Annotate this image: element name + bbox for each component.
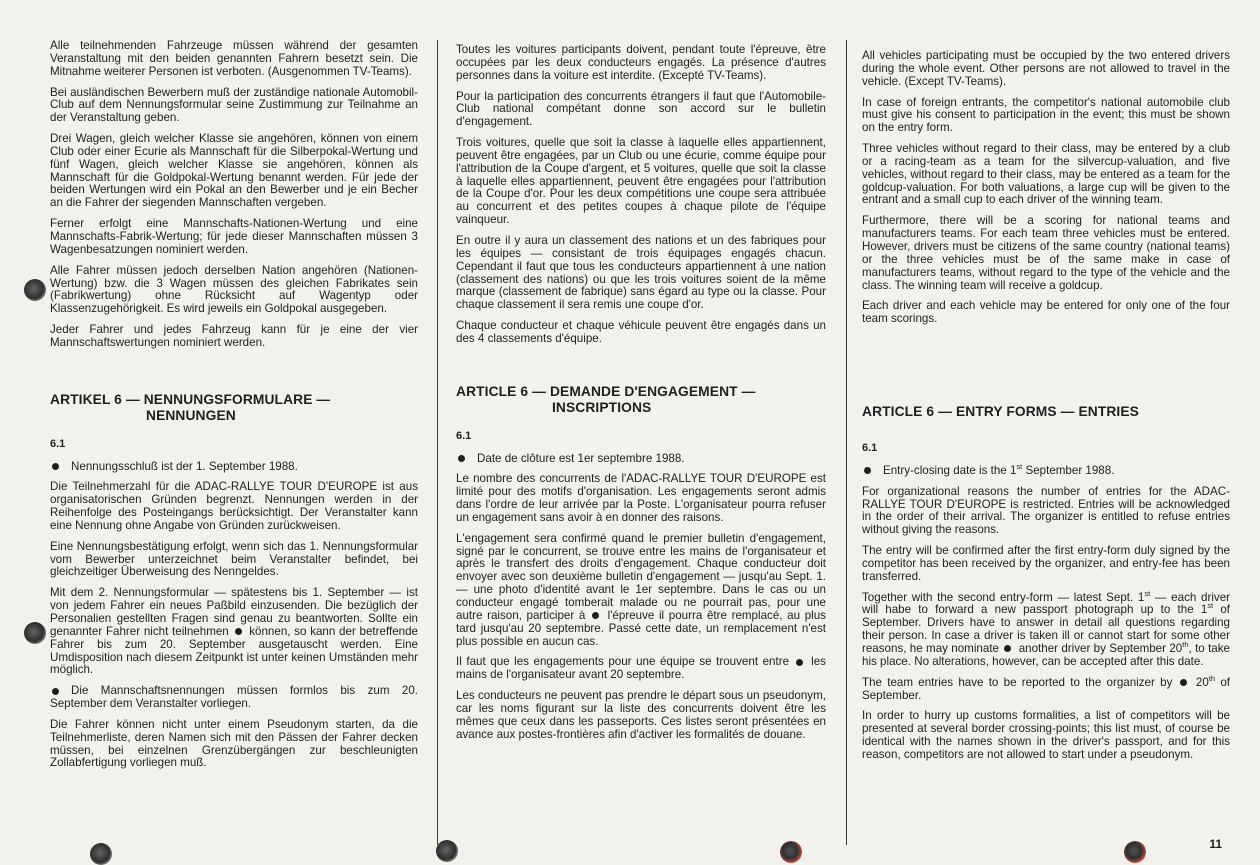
binder-hole-icon [24, 279, 46, 301]
german-paragraph: Bei ausländischen Bewerbern muß der zuständige nationale Automobil-Club auf dem Nennungsformular seine Zustimmung zur Teilnahme an der Veranstaltung geben. [50, 85, 418, 125]
english-paragraph: Each driver and each vehicle may be entered for only one of the four team scorings. [862, 299, 1230, 326]
bullet-text: Date de clôture est 1er septembre 1988. [477, 451, 685, 465]
ordinal-suffix: st [1207, 601, 1214, 611]
paragraph-text: 20 [1195, 675, 1209, 689]
paragraph-text: of September. Drivers have to answer in detail all questions regarding their person. In case a driver is taken ill or cannot start for some other reasons, he may nominate [862, 603, 1230, 655]
paragraph-text: Mit dem 2. Nennungsformular — spätestens bis 1. September — ist von jedem Fahrer ein neues Paßbild einzusenden. Die bezüglich der Personalien gestellten Fragen sind genau zu beantworten. Sollte ein genannter Fahrer nicht teilnehmen [50, 586, 418, 638]
ordinal-suffix: st [1016, 462, 1023, 472]
section-number: 6.1 [456, 429, 472, 442]
french-paragraph: Toutes les voitures participants doivent, pendant toute l'épreuve, être occupées par les deux conducteurs engagés. La présence d'autres personnes dans la voiture est interdite. (Excepté TV-Teams). [456, 43, 826, 82]
paragraph-text: — each driver will habe to forward a new passport photograph up to the 1 [862, 590, 1230, 617]
french-article-heading [456, 384, 826, 416]
bullet-dot-icon [458, 455, 465, 462]
french-paragraph: Le nombre des concurrents de l'ADAC-RALLYE TOUR D'EUROPE est limité pour des motifs d'organisation. Les engagements seront admis dans l'ordre de leur arrivée par la Poste. L'organisateur pourra refuser un engagement sans avoir à en donner des raisons. [456, 472, 826, 524]
binder-hole-icon [24, 622, 46, 644]
ordinal-suffix: th [1208, 673, 1216, 683]
french-bullet [456, 453, 826, 466]
english-paragraph: All vehicles participating must be occupied by the two entered drivers during the whole event. Other persons are not allowed to travel in the vehicle. (Except TV-Teams). [862, 49, 1230, 88]
french-paragraph: Chaque conducteur et chaque véhicule peuvent être engagés dans un des 4 classements d'équipe. [456, 319, 826, 345]
paragraph-text: L'engagement sera confirmé quand le premier bulletin d'engagement, signé par le concurrent, se trouve entre les mains de l'organisateur et après le transfert des droits d'engagement. Chaque conducteur doit envoyer avec son deuxième bulletin d'engagement — jusqu'au Sept. 1. — une photo d'identité avant le 1er septembre. Dans le cas ou un conducteur engagé tomberait malade ou ne pourrait pas, pour une autre raison, participer à [456, 531, 826, 622]
bullet-dot-icon [592, 612, 599, 619]
heading-line: NENNUNGEN [146, 407, 236, 423]
section-number: 6.1 [50, 437, 66, 450]
heading-line: ARTICLE 6 — DEMANDE D'ENGAGEMENT — [456, 383, 756, 399]
english-paragraph: Three vehicles without regard to their class, may be entered by a club or a racing-team as a team for the silvercup-valuation, and five vehicles, without regard to their class, may be entered as a team for the goldcup-valuation. For both valuations, a large cup will be given to the entrant and a small cup to each driver of the winning team. [862, 142, 1230, 207]
german-paragraph: Alle teilnehmenden Fahrzeuge müssen während der gesamten Veranstaltung mit den beiden genannten Fahrern besetzt sein. Die Mitnahme weiterer Personen ist verboten. (Ausgenommen TV-Teams). [50, 39, 418, 78]
english-paragraph [862, 588, 1230, 669]
english-paragraph: In order to hurry up customs formalities, a list of competitors will be presented at several border crossing-points; this list must, of course be identical with the names shown in the driver's passport, and for this reason, competitors are not allowed to start under a pseudonym. [862, 709, 1230, 761]
english-paragraph: Furthermore, there will be a scoring for national teams and manufacturers teams. For each team three vehicles must be entered. However, drivers must be citizens of the same country (national teams) or the three vehicles must be of the same make in case of manufacturers teams, without regard to the type of the vehicle and the class. The winning team will receive a goldcup. [862, 214, 1230, 292]
french-column [456, 44, 826, 749]
heading-line: INSCRIPTIONS [552, 399, 652, 415]
page-number: 11 [1209, 837, 1222, 851]
paragraph-text: , to take his place. No alterations, however, can be accepted after this date. [862, 642, 1230, 668]
german-paragraph: Die Teilnehmerzahl für die ADAC-RALLYE TOUR D'EUROPE ist aus organisatorischen Gründen begrenzt. Nennungen werden in der Reihenfolge des Posteingangs berücksichtigt. Der Veranstalter kann eine Nennung ohne Angabe von Gründen zurückweisen. [50, 480, 418, 532]
french-paragraph: Trois voitures, quelle que soit la classe à laquelle elles appartiennent, peuvent être engagées, par un Club ou une écurie, comme équipe pour l'attribution de la Coupe d'argent, et 5 voitures, quelle que soit la classe à laquelle elles appartiennent, peuvent être engagées pour l'attribution de la Coupe d'or. Pour les deux compétitions une coupe sera attribuée au concurrent et des petites coupes à chaque pilote de l'équipe vainqueur. [456, 136, 826, 227]
paragraph-text: The team entries have to be reported to the organizer by [862, 675, 1173, 689]
ordinal-suffix: th [1182, 640, 1189, 650]
paragraph-text: another driver by September 20 [1018, 642, 1183, 655]
paragraph-text: Together with the second entry-form — latest Sept. 1 [862, 590, 1145, 604]
ordinal-suffix: st [1144, 588, 1151, 598]
german-paragraph [50, 587, 418, 677]
german-paragraph: Jeder Fahrer und jedes Fahrzeug kann für je eine der vier Mannschaftswertungen nominiert werden. [50, 323, 418, 349]
section-number: 6.1 [862, 442, 878, 455]
binder-hole-icon [436, 840, 458, 862]
german-paragraph: Drei Wagen, gleich welcher Klasse sie angehören, können von einem Club oder einer Ecurie als Mannschaft für die Silberpokal-Wertung und fünf Wagen, gleich welcher Klasse sie angehören, können als Mannschaft für die Goldpokal-Wertung benannt werden. Für jede der beiden Wertungen wird ein Pokal an den Bewerber und je ein Becher an die Fahrer der siegenden Mannschaften vergeben. [50, 132, 418, 210]
french-paragraph: Les conducteurs ne peuvent pas prendre le départ sous un pseudonym, car les noms figurant sur la liste des concurrents doivent être les mêmes que ceux dans les passeports. Ces listes seront présentées en avance aux postes-frontières afin d'activer les formalités de douane. [456, 689, 826, 741]
german-bullet [50, 461, 418, 474]
paragraph-text: Il faut que les engagements pour une équipe se trouvent entre [456, 655, 790, 669]
paragraph-text: les mains de l'organisateur avant 20 septembre. [456, 655, 826, 682]
english-column [862, 50, 1230, 770]
french-paragraph [456, 656, 826, 682]
paragraph-text: können, so kann der betreffende Fahrer bis zum 20. September ausgetauscht werden. Eine Umdisposition nach diesem Zeitpunkt ist unter keinen Umständen mehr möglich. [50, 624, 418, 677]
bullet-dot-icon [1180, 679, 1187, 686]
heading-line: ARTIKEL 6 — NENNUNGSFORMULARE — [50, 391, 331, 407]
german-paragraph: Eine Nennungsbestätigung erfolgt, wenn sich das 1. Nennungsformular vom Bewerber unterzeichnet beim Veranstalter befindet, bei gleichzeitiger Überweisung des Nenngeldes. [50, 539, 418, 579]
english-paragraph [862, 673, 1231, 703]
bullet-text: Nennungsschluß ist der 1. September 1988. [71, 459, 298, 473]
german-paragraph: Die Fahrer können nicht unter einem Pseudonym starten, da die Teilnehmerliste, deren Namen sich mit den Pässen der Fahrer decken müssen, bei einzelnen Grenzübergängen zur beschleunigten Zollabfertigung vorliegen muß. [50, 717, 418, 770]
french-paragraph: En outre il y aura un classement des nations et un des fabriques pour les équipes — consistant de trois équipages engagés chacun. Cependant il faut que tous les conducteurs appartiennent à une nation (classement des nations) ou que les trois voitures soient de la même marque (classement de fabrique) sans égard au type ou la classe. Pour chaque classement il sera remis une coupe d'or. [456, 233, 826, 312]
bullet-dot-icon [235, 628, 242, 635]
bullet-dot-icon [1004, 645, 1011, 652]
bullet-dot-icon [796, 659, 803, 666]
bullet-text: September 1988. [1022, 463, 1115, 477]
french-paragraph: Pour la participation des concurrents étrangers il faut que l'Automobile-Club national compétant donne son accord sur le bulletin d'engagement. [456, 89, 826, 129]
english-article-heading: ARTICLE 6 — ENTRY FORMS — ENTRIES [862, 404, 1139, 420]
binder-hole-icon [780, 841, 802, 863]
english-paragraph: For organizational reasons the number of entries for the ADAC-RALLYE TOUR D'EUROPE is restricted. Entries will be acknowledged in the order of their arrival. The organizer is entitled to refuse entries without giving the reasons. [862, 484, 1230, 537]
french-paragraph [456, 533, 826, 649]
binder-hole-icon [1124, 841, 1146, 863]
bullet-dot-icon [52, 688, 59, 695]
german-article-heading [50, 392, 418, 424]
bullet-text: Die Mannschaftsnennungen müssen formlos bis zum 20. September dem Veranstalter vorliegen. [50, 684, 418, 711]
german-paragraph: Alle Fahrer müssen jedoch derselben Nation angehören (Nationen-Wertung) bzw. die 3 Wagen müssen des gleichen Fabrikates sein (Fabrikwertung) ohne Rücksicht auf Wagentyp oder Klassenzugehörigkeit. Es wird jeweils ein Goldpokal ausgegeben. [50, 263, 418, 316]
column-divider-right [846, 40, 847, 845]
binder-hole-icon [90, 843, 112, 865]
column-divider-left [437, 40, 438, 845]
english-paragraph: The entry will be confirmed after the first entry-form duly signed by the competitor has been received by the organizer, and entry-fee has been transferred. [862, 544, 1230, 583]
german-bullet [50, 685, 418, 711]
german-paragraph: Ferner erfolgt eine Mannschafts-Nationen-Wertung und eine Mannschafts-Fabrik-Wertung; für jede dieser Mannschaften müssen 3 Wagenbesatzungen nominiert werden. [50, 217, 418, 256]
bullet-dot-icon [52, 463, 59, 470]
bullet-text: Entry-closing date is the 1 [883, 463, 1017, 477]
paragraph-text: of September. [862, 675, 1231, 702]
paragraph-text: l'épreuve il pourra être remplacé, au plus tard jusqu'au 20 septembre. Passé cette date, un remplacement n'est plus possible en aucun cas. [456, 608, 826, 648]
english-bullet [862, 462, 1230, 478]
english-paragraph: In case of foreign entrants, the competitor's national automobile club must give his consent to participation in the event; this must be shown on the entry form. [862, 95, 1230, 135]
german-column [50, 40, 418, 778]
bullet-dot-icon [864, 467, 871, 474]
